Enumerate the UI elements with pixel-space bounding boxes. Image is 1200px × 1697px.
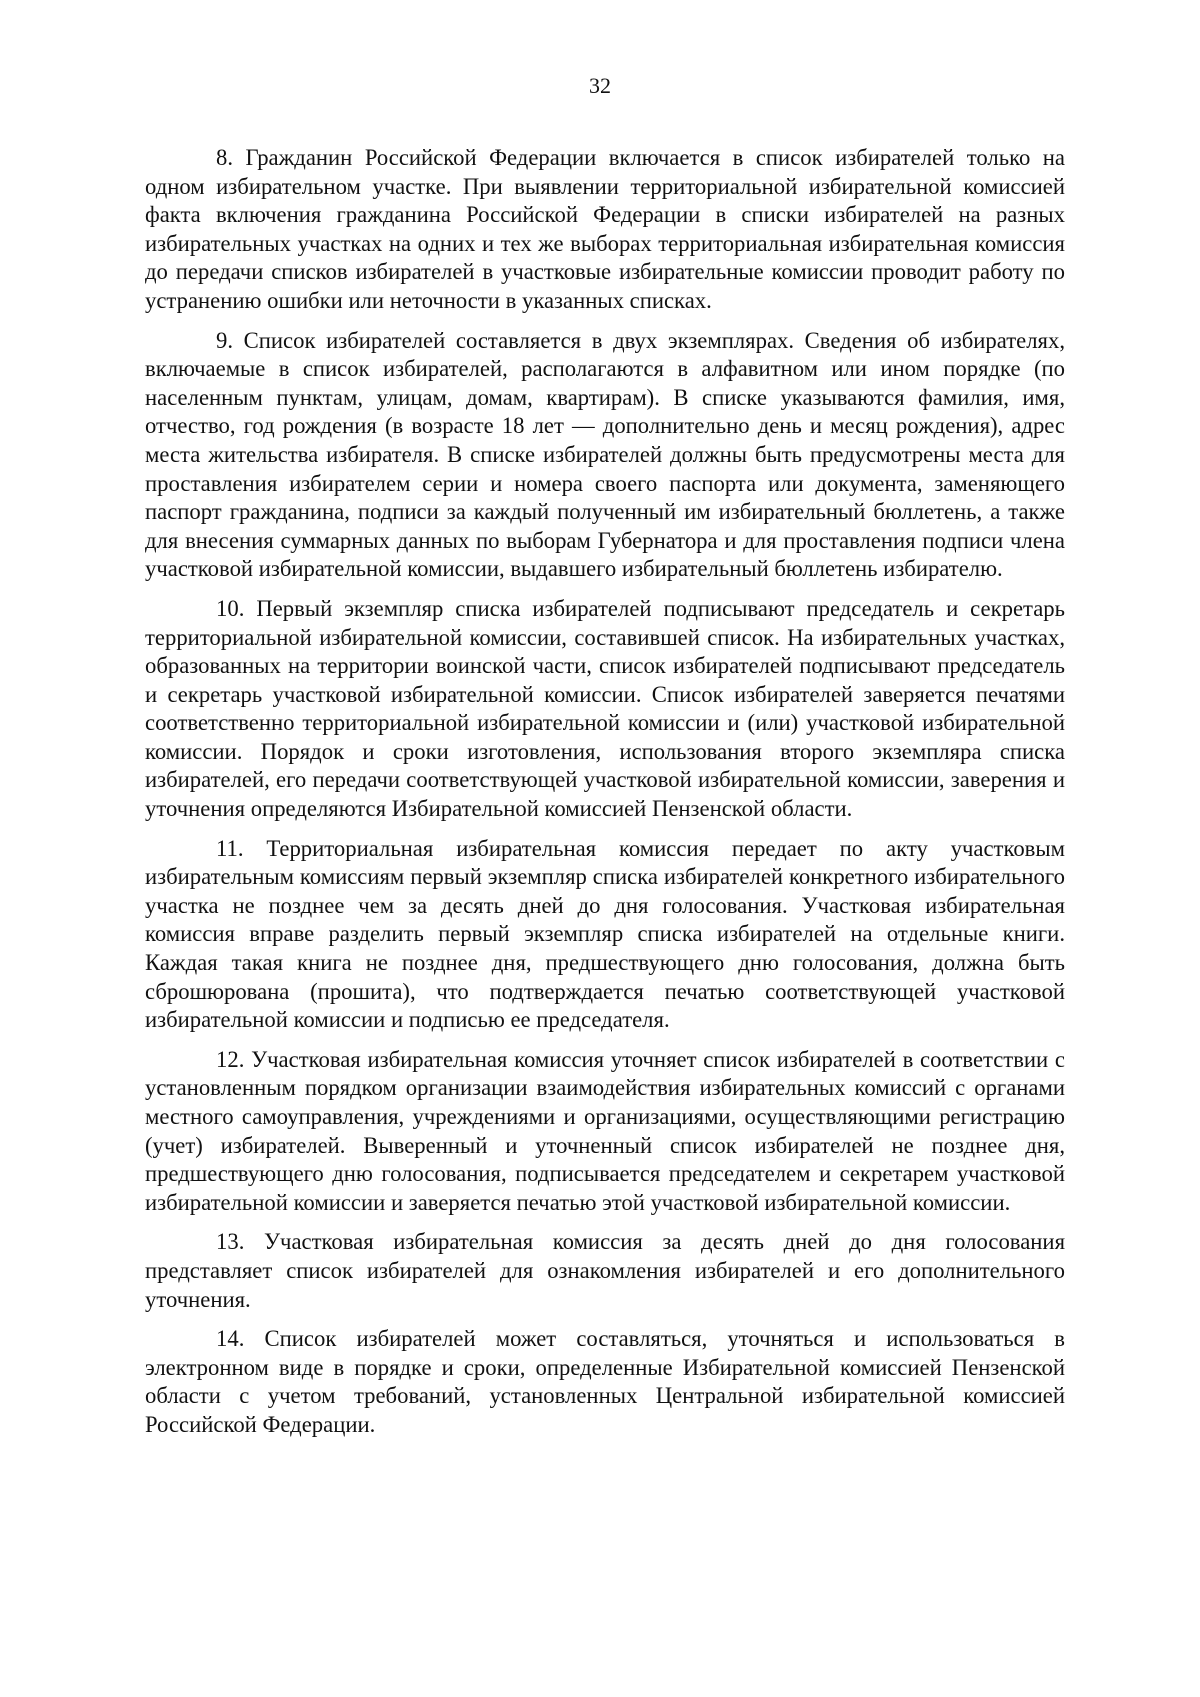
paragraph-10: 10. Первый экземпляр списка избирателей подписывают председатель и секретарь территориальной избирательной комиссии, составившей список. На избирательных участках, образованных на территории воинской части, список избирателей подписывают председатель и секретарь участковой избирательной комиссии. Список избирателей заверяется печатями соответственно территориальной избирательной комиссии и (или) участковой избирательной комиссии. Порядок и сроки изготовления, использования второго экземпляра списка избирателей, его передачи соответствующей участковой избирательной комиссии, заверения и уточнения определяются Избирательной комиссией Пензенской области. [145, 595, 1065, 822]
paragraph-11: 11. Территориальная избирательная комиссия передает по акту участковым избирательным комиссиям первый экземпляр списка избирателей конкретного избирательного участка не позднее чем за десять дней до дня голосования. Участковая избирательная комиссия вправе разделить первый экземпляр списка избирателей на отдельные книги. Каждая такая книга не позднее дня, предшествующего дню голосования, должна быть сброшюрована (прошита), что подтверждается печатью соответствующей участковой избирательной комиссии и подписью ее председателя. [145, 835, 1065, 1033]
paragraph-9: 9. Список избирателей составляется в двух экземплярах. Сведения об избирателях, включаемые в список избирателей, располагаются в алфавитном или ином порядке (по населенным пунктам, улицам, домам, квартирам). В списке указываются фамилия, имя, отчество, год рождения (в возрасте 18 лет — дополнительно день и месяц рождения), адрес места жительства избирателя. В списке избирателей должны быть предусмотрены места для проставления избирателем серии и номера своего паспорта или документа, заменяющего паспорт гражданина, подписи за каждый полученный им избирательный бюллетень, а также для внесения суммарных данных по выборам Губернатора и для проставления подписи члена участковой избирательной комиссии, выдавшего избирательный бюллетень избирателю. [145, 327, 1065, 582]
paragraph-14: 14. Список избирателей может составляться, уточняться и использоваться в электронном виде в порядке и сроки, определенные Избирательной комиссией Пензенской области с учетом требований, установленных Центральной избирательной комиссией Российской Федерации. [145, 1326, 1065, 1437]
paragraph-13: 13. Участковая избирательная комиссия за десять дней до дня голосования представляет список избирателей для ознакомления избирателей и его дополнительного уточнения. [145, 1229, 1065, 1312]
document-body [145, 144, 1065, 1451]
page-number: 32 [589, 73, 611, 98]
paragraph-12: 12. Участковая избирательная комиссия уточняет список избирателей в соответствии с установленным порядком организации взаимодействия избирательных комиссий с органами местного самоуправления, учреждениями и организациями, осуществляющими регистрацию (учет) избирателей. Выверенный и уточненный список избирателей не позднее дня, предшествующего дню голосования, подписывается председателем и секретарем участковой избирательной комиссии и заверяется печатью этой участковой избирательной комиссии. [145, 1046, 1065, 1215]
paragraph-8: 8. Гражданин Российской Федерации включается в список избирателей только на одном избирательном участке. При выявлении территориальной избирательной комиссией факта включения гражданина Российской Федерации в списки избирателей на разных избирательных участках на одних и тех же выборах территориальная избирательная комиссия до передачи списков избирателей в участковые избирательные комиссии проводит работу по устранению ошибки или неточности в указанных списках. [145, 145, 1065, 313]
